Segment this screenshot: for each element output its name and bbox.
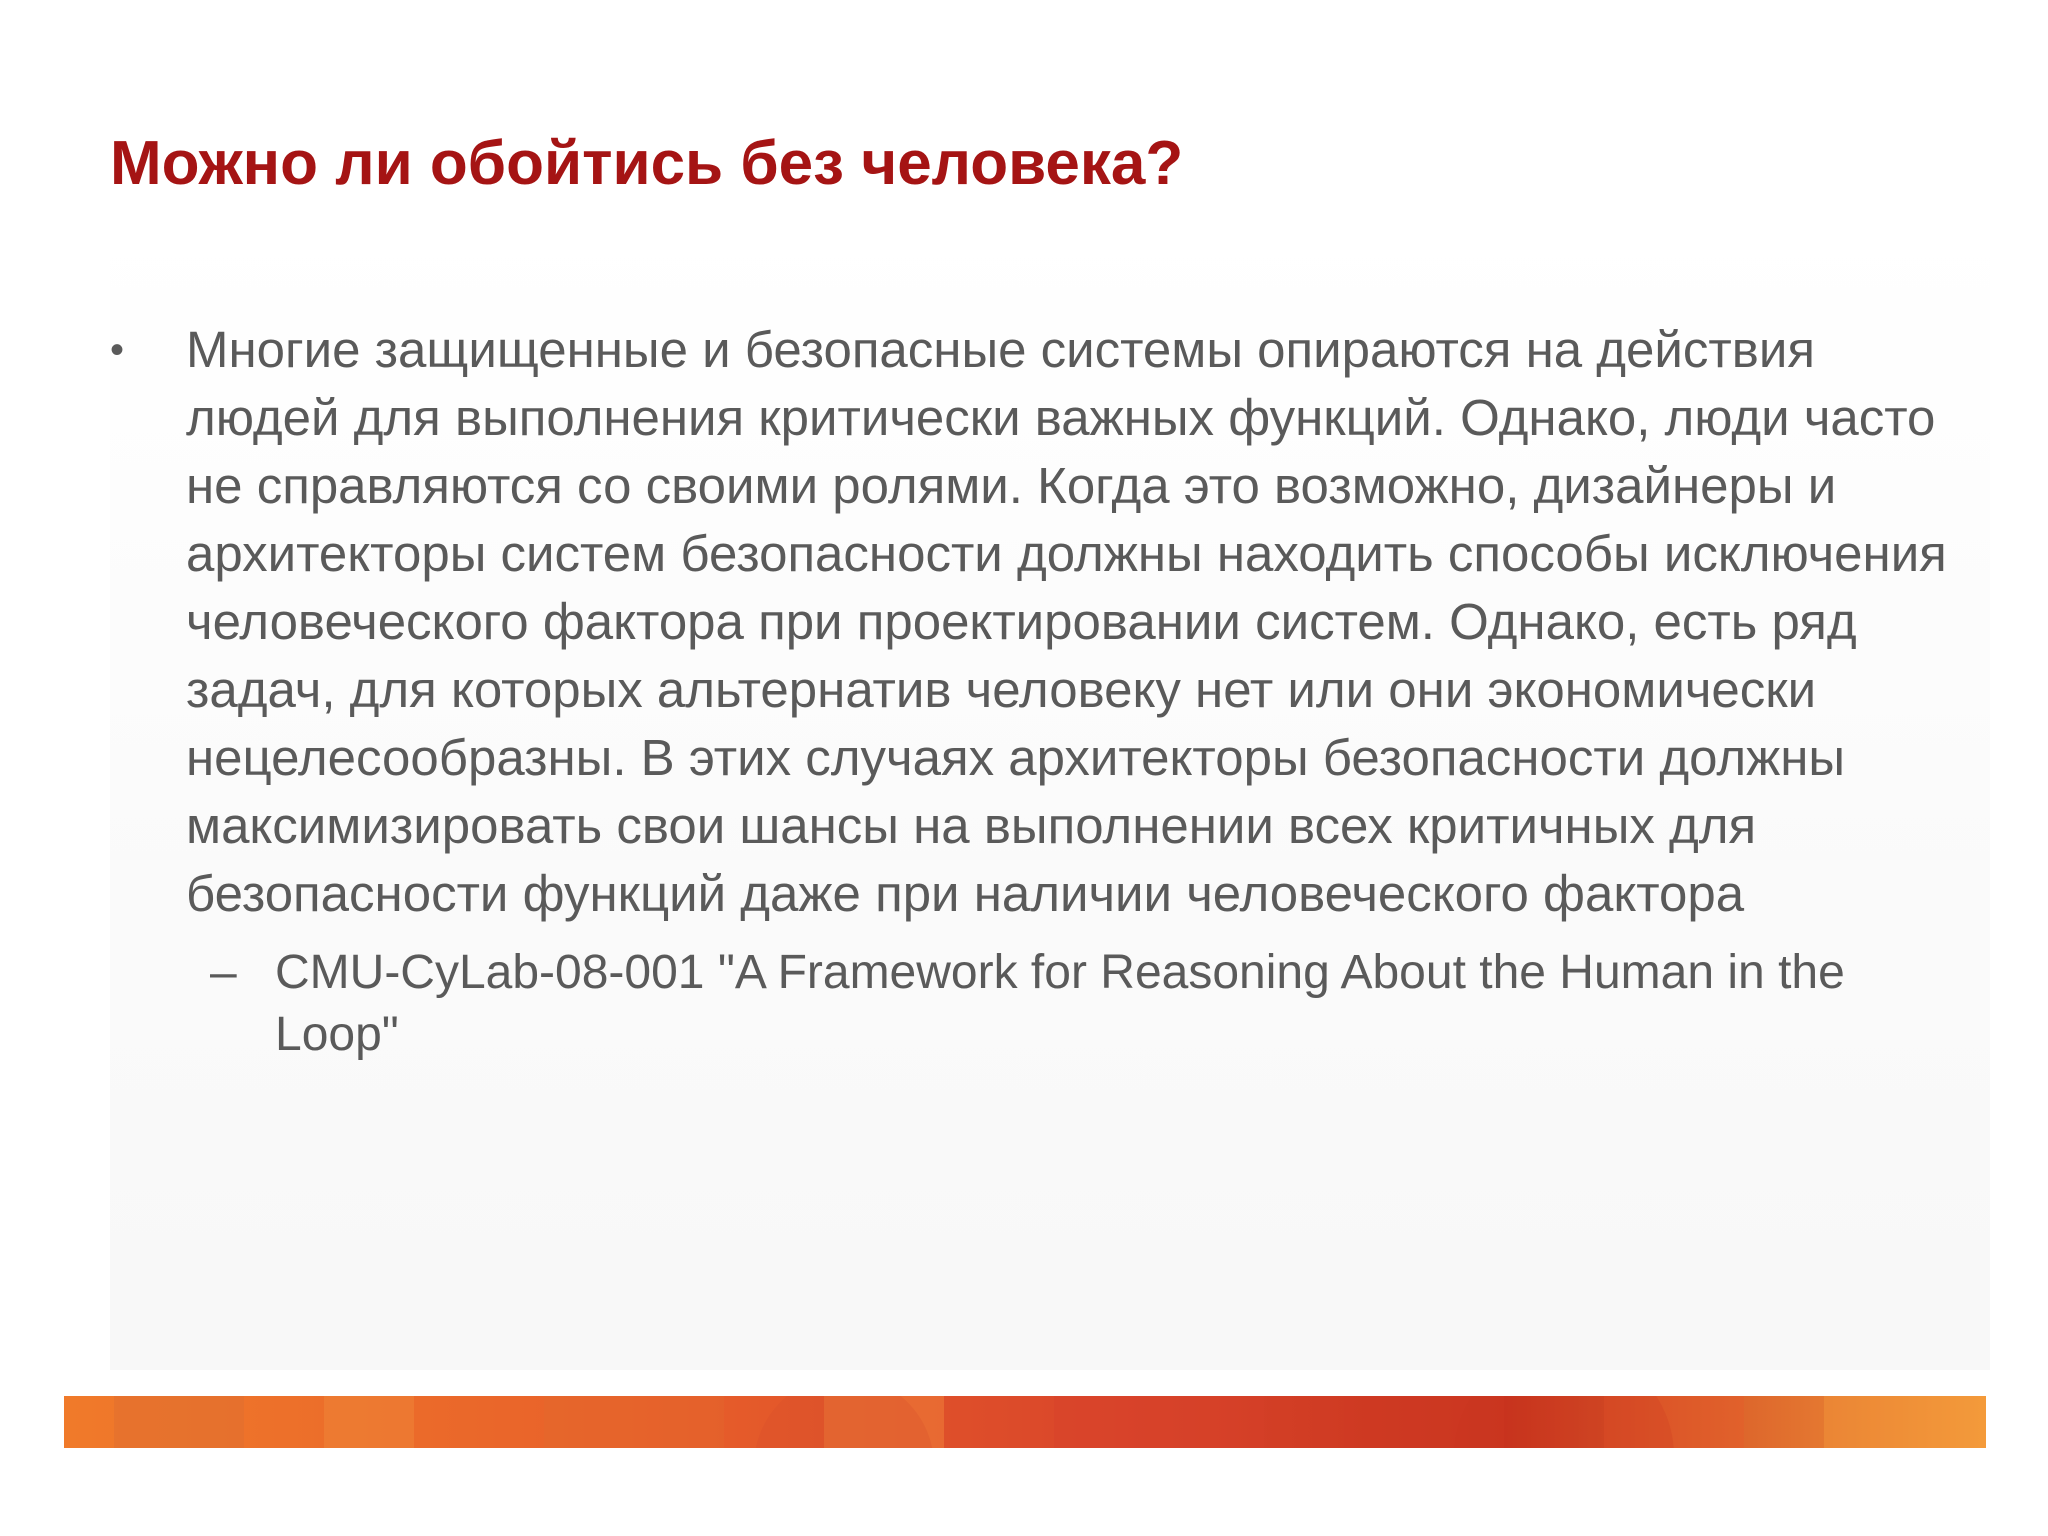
bullet-marker: • [110, 328, 125, 372]
footer-decorative-bar [64, 1396, 1986, 1448]
slide-title: Можно ли обойтись без человека? [110, 129, 1184, 198]
sub-bullet-text: CMU-CyLab-08-001 "A Framework for Reasoning About the Human in the Loop" [275, 946, 1845, 1061]
footer-gradient-graphic [64, 1396, 1986, 1448]
bullet-item [110, 316, 1970, 1066]
sub-bullet-marker: – [210, 946, 237, 999]
sub-bullet-list [186, 942, 1970, 1066]
bullet-list [110, 316, 1970, 1066]
bullet-text: Многие защищенные и безопасные системы опираются на действия людей для выполнения критически важных функций. Однако, люди часто не справляются со своими ролями. Когда это возможно, дизайнеры и архитекторы систем безопасности должны находить способы исключения человеческого фактора при проектировании систем. Однако, есть ряд задач, для которых альтернатив человеку нет или они экономически нецелесообразны. В этих случаях архитекторы безопасности должны максимизировать свои шансы на выполнении всех критичных для безопасности функций даже при наличии человеческого фактора [186, 321, 1947, 922]
sub-bullet-item [186, 942, 1970, 1066]
